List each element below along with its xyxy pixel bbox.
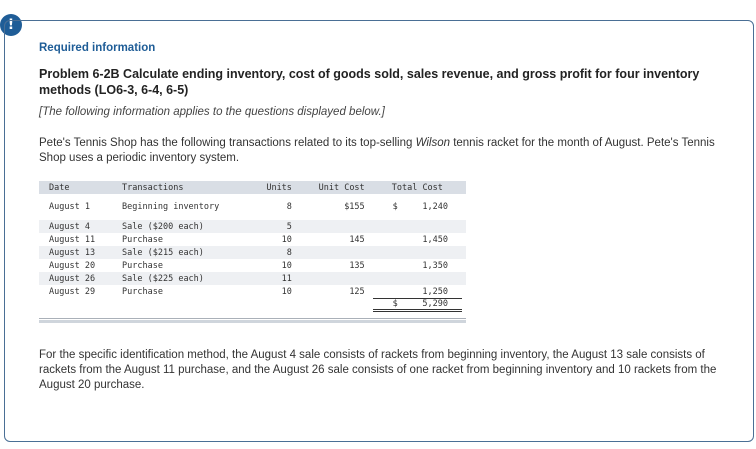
specific-identification-paragraph: For the specific identification method, the August 4 sale consists of rackets from beginning inventory, the August 13 sale consists of rackets from the August 11 purchase, and the August 26 sale consists of one racket from beginning inventory and 10 rackets from the August 20 purchase. xyxy=(39,349,717,391)
cell-date: August 13 xyxy=(39,246,118,259)
cell-unit-cost xyxy=(296,220,369,233)
table-row xyxy=(39,233,466,246)
cell-units: 5 xyxy=(242,220,295,233)
total-value: 1,250 xyxy=(422,286,448,297)
cell-transaction: Beginning inventory xyxy=(122,201,220,212)
product-name: Wilson xyxy=(415,137,450,149)
cell-total-cost xyxy=(369,259,466,272)
table-row xyxy=(39,194,466,220)
cell-date: August 29 xyxy=(49,286,96,297)
cell-transaction: Purchase xyxy=(122,234,163,245)
header-total-cost: Total Cost xyxy=(369,181,466,194)
intro-text-start: Pete's Tennis Shop has the following transactions related to its top-selling xyxy=(39,137,416,149)
cell-unit-cost: 125 xyxy=(349,286,365,297)
table-header-row xyxy=(39,181,466,194)
table-row xyxy=(39,220,466,233)
header-transactions: Transactions xyxy=(118,181,242,194)
currency-symbol: $ xyxy=(392,299,398,309)
cell-units: 10 xyxy=(281,286,292,297)
transactions-table-wrapper xyxy=(39,181,466,323)
currency-symbol: $ xyxy=(392,202,398,212)
cell-transaction: Purchase xyxy=(122,286,163,297)
cell-date: August 1 xyxy=(49,202,90,212)
required-information-heading: Required information xyxy=(39,42,156,54)
total-value: 1,350 xyxy=(422,260,448,271)
cell-total-cost xyxy=(369,246,466,259)
cell-unit-cost xyxy=(296,246,369,259)
cell-transaction: Purchase xyxy=(122,260,163,271)
cell-total-cost xyxy=(369,285,466,298)
cell-units: 10 xyxy=(281,260,292,271)
cell-unit-cost: $155 xyxy=(344,202,365,212)
intro-paragraph xyxy=(39,136,729,166)
cell-transaction: Sale ($225 each) xyxy=(118,272,242,285)
total-value: 1,450 xyxy=(422,234,448,245)
table-row xyxy=(39,285,466,298)
alert-icon: ! xyxy=(0,14,22,36)
transactions-table xyxy=(39,181,466,312)
cell-transaction: Sale ($200 each) xyxy=(118,220,242,233)
cell-transaction: Sale ($215 each) xyxy=(118,246,242,259)
header-units: Units xyxy=(242,181,295,194)
instructions-note: [The following information applies to the questions displayed below.] xyxy=(39,106,385,118)
cell-date: August 4 xyxy=(39,220,118,233)
cell-units: 10 xyxy=(281,234,292,245)
cell-date: August 11 xyxy=(49,234,96,245)
table-row xyxy=(39,246,466,259)
cell-units: 8 xyxy=(286,202,292,212)
table-row xyxy=(39,272,466,285)
problem-title: Problem 6-2B Calculate ending inventory, cost of goods sold, sales revenue, and gross profit for four inventory methods (LO6-3, 6-4, 6-5) xyxy=(39,67,700,97)
header-unit-cost: Unit Cost xyxy=(296,181,369,194)
cell-unit-cost: 135 xyxy=(349,260,365,271)
grand-total-cell xyxy=(369,298,466,312)
cell-total-cost xyxy=(369,194,466,220)
cell-total-cost xyxy=(369,272,466,285)
cell-date: August 20 xyxy=(49,260,96,271)
cell-unit-cost xyxy=(296,272,369,285)
header-date: Date xyxy=(39,181,118,194)
cell-unit-cost: 145 xyxy=(349,234,365,245)
grand-total-value: 5,290 xyxy=(422,299,448,309)
grand-total-row xyxy=(39,298,466,312)
table-footer-rule xyxy=(39,318,466,323)
table-row xyxy=(39,259,466,272)
cell-total-cost xyxy=(369,233,466,246)
cell-total-cost xyxy=(369,220,466,233)
cell-date: August 26 xyxy=(39,272,118,285)
cell-units: 11 xyxy=(242,272,295,285)
intro-text-end: tennis racket for the month of August. Pete's Tennis Shop uses a periodic inventory system. xyxy=(39,137,715,164)
total-value: 1,240 xyxy=(422,202,448,212)
cell-units: 8 xyxy=(242,246,295,259)
